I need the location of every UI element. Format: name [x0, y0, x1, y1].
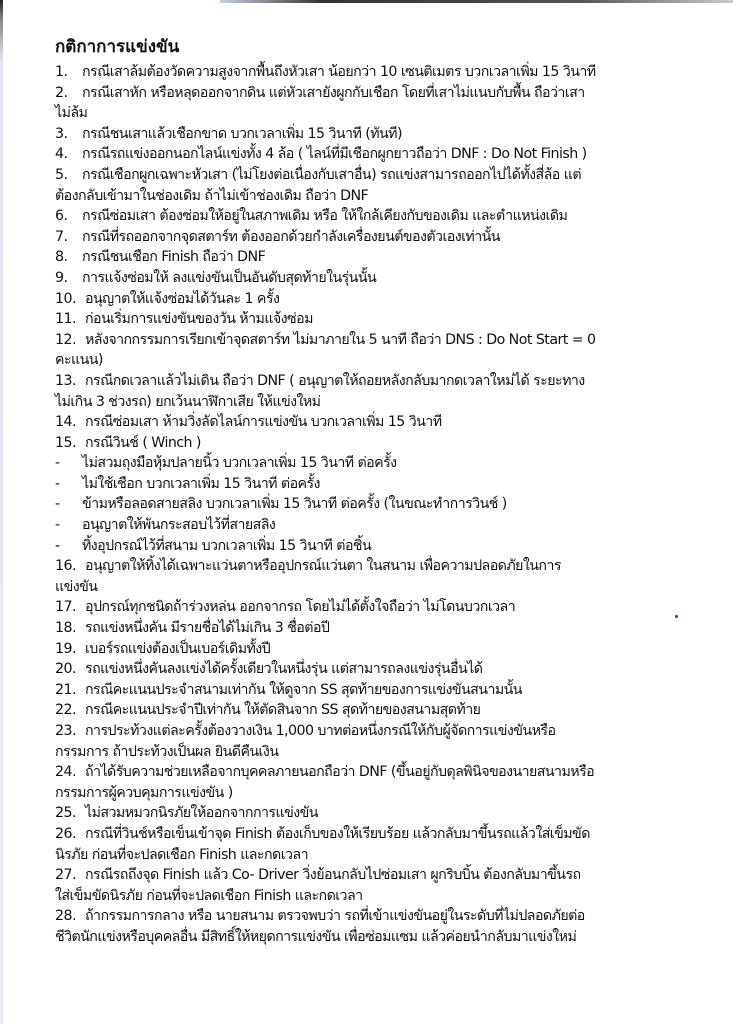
rule-number: 19. — [55, 640, 76, 657]
rule-number: 10. — [55, 290, 76, 307]
rule-text: กรณีซ่อมเสา ต้องซ่อมให้อยู่ในสภาพเดิม หรือ ให้ใกล้เคียงกับของเดิม และตำแหน่งเดิม — [82, 208, 568, 225]
bullet-dash: - — [55, 496, 60, 513]
rule-continuation — [55, 392, 720, 413]
rule-text: กรรมการ ถ้าประท้วงเป็นผล ยินดีคืนเงิน — [55, 743, 279, 760]
rule-number: 12. — [55, 331, 76, 348]
rule-item — [55, 721, 720, 742]
rule-text: เบอร์รถแข่งต้องเป็นเบอร์เดิมทั้งปี — [85, 640, 271, 657]
rule-text: ใส่เข็มขัดนิรภัย ก่อนที่จะปลดเชือก Finish และกดเวลา — [55, 887, 363, 904]
rule-number: 22. — [55, 702, 76, 719]
rule-item — [55, 371, 720, 392]
rule-text: กรณีวินช์ ( Winch ) — [85, 434, 201, 451]
rule-text: ต้องกลับเข้ามาในช่องเดิม ถ้าไม่เข้าช่องเดิม ถือว่า DNF — [55, 187, 369, 204]
rule-item — [55, 165, 720, 186]
rule-continuation — [55, 927, 720, 948]
rule-continuation — [55, 350, 720, 371]
rule-text: กรณีคะแนนประจำสนามเท่ากัน ให้ดูจาก SS สุดท้ายของการแข่งขันสนามนั้น — [85, 681, 522, 698]
rule-text: กรณีคะแนนประจำปีเท่ากัน ให้ตัดสินจาก SS สุดท้ายของสนามสุดท้าย — [85, 702, 481, 719]
rule-continuation — [55, 845, 720, 866]
rule-item — [55, 659, 720, 680]
rule-number: 14. — [55, 414, 76, 431]
rule-number: 23. — [55, 723, 76, 739]
rule-number: 5. — [55, 166, 68, 183]
rule-number: 6. — [55, 208, 68, 225]
rule-text: อนุญาตให้แจ้งซ่อมได้วันละ 1 ครั้ง — [85, 290, 280, 307]
rule-item — [55, 227, 720, 248]
rule-number: 26. — [55, 825, 76, 842]
rule-number: 1. — [55, 64, 68, 80]
rule-text: รถแข่งหนึ่งคันลงแข่งได้ครั้งเดียวในหนึ่งรุ่น แต่สามารถลงแข่งรุ่นอื่นได้ — [85, 661, 483, 678]
rule-text: อุปกรณ์ทุกชนิดถ้าร่วงหล่น ออกจากรถ โดยไม่ได้ตั้งใจถือว่า ไม่โดนบวกเวลา — [85, 599, 516, 616]
rule-text: หลังจากกรรมการเรียกเข้าจุดสตาร์ท ไม่มาภายใน 5 นาที ถือว่า DNS : Do Not Start = 0 — [85, 331, 596, 348]
rule-text: ถ้ากรรมการกลาง หรือ นายสนาม ตรวจพบว่า รถที่เข้าแข่งขันอยู่ในระดับที่ไม่ปลอดภัยต่อ — [85, 908, 585, 925]
rule-item — [55, 289, 720, 310]
rule-item — [55, 144, 720, 165]
rule-text: ไม่เกิน 3 ช่วงรถ) ยกเว้นนาฬิกาเสีย ให้แข่งใหม่ — [55, 393, 321, 410]
scan-left-edge — [0, 0, 3, 1024]
rules-list — [55, 62, 720, 948]
rule-text: การประท้วงแต่ละครั้งต้องวางเงิน 1,000 บาทต่อหนึ่งกรณีให้กับผู้จัดการแข่งขันหรือ — [85, 723, 556, 739]
rule-text: ข้ามหรือลอดสายสลิง บวกเวลาเพิ่ม 15 วินาที ต่อครั้ง (ในขณะทำการวินช์ ) — [82, 496, 507, 513]
rule-item — [55, 433, 720, 454]
rule-number: 8. — [55, 249, 68, 266]
rule-item — [55, 803, 720, 824]
rule-item — [55, 206, 720, 227]
rule-item — [55, 680, 720, 701]
rule-subitem — [55, 515, 720, 536]
rule-number: 3. — [55, 125, 68, 142]
rule-text: การแจ้งซ่อมให้ ลงแข่งขันเป็นอันดับสุดท้ายในรุ่นนั้น — [82, 269, 377, 286]
rule-number: 16. — [55, 558, 76, 575]
rule-item — [55, 906, 720, 927]
rule-item — [55, 639, 720, 660]
rule-item — [55, 865, 720, 886]
rule-continuation — [55, 577, 720, 598]
bullet-dash: - — [55, 537, 60, 554]
rule-subitem — [55, 536, 720, 557]
rule-number: 25. — [55, 805, 76, 822]
rule-text: กรณีซ่อมเสา ห้ามวิ่งลัดไลน์การแข่งขัน บวกเวลาเพิ่ม 15 วินาที — [85, 414, 442, 431]
rule-text: ไม่สวมหมวกนิรภัยให้ออกจากการแข่งขัน — [85, 805, 318, 822]
rule-text: คะแนน) — [55, 352, 103, 369]
rule-text: กรณีกดเวลาแล้วไม่เดิน ถือว่า DNF ( อนุญาตให้ถอยหลังกลับมากดเวลาใหม่ได้ ระยะทาง — [85, 372, 585, 389]
rule-item — [55, 268, 720, 289]
rule-text: ทิ้งอุปกรณ์ไว้ที่สนาม บวกเวลาเพิ่ม 15 วินาที ต่อชิ้น — [82, 537, 372, 554]
rule-number: 15. — [55, 434, 76, 451]
bullet-dash: - — [55, 517, 60, 534]
rule-text: แข่งขัน — [55, 578, 98, 595]
rule-item — [55, 618, 720, 639]
rule-text: กรณีเสาล้มต้องวัดความสูงจากพื้นถึงหัวเสา น้อยกว่า 10 เซนติเมตร บวกเวลาเพิ่ม 15 วินาที — [82, 64, 596, 80]
rule-number: 9. — [55, 269, 68, 286]
rule-continuation — [55, 103, 720, 124]
rule-text: กรณีรถแข่งออกนอกไลน์แข่งทั้ง 4 ล้อ ( ไลน์ที่มีเชือกผูกยาวถือว่า DNF : Do Not Finish ) — [82, 146, 587, 163]
rule-number: 20. — [55, 661, 76, 678]
rule-text: ไม่สวมถุงมือหุ้มปลายนิ้ว บวกเวลาเพิ่ม 15 วินาที ต่อครั้ง — [82, 455, 397, 472]
rule-item — [55, 83, 720, 104]
rule-item — [55, 762, 720, 783]
rule-number: 27. — [55, 867, 76, 884]
bullet-dash: - — [55, 475, 60, 492]
rule-text: นิรภัย ก่อนที่จะปลดเชือก Finish และกดเวลา — [55, 846, 308, 863]
rule-continuation — [55, 886, 720, 907]
rule-number: 7. — [55, 228, 68, 245]
rule-number: 18. — [55, 620, 76, 637]
rule-text: ไม่ล้ม — [55, 105, 88, 122]
rule-text: รถแข่งหนึ่งคัน มีรายชื่อได้ไม่เกิน 3 ชื่อต่อปี — [85, 620, 330, 637]
rule-text: กรณีเสาหัก หรือหลุดออกจากดิน แต่หัวเสายังผูกกับเชือก โดยที่เสาไม่แนบกับพื้น ถือว่าเสา — [82, 84, 585, 101]
bullet-dash: - — [55, 455, 60, 472]
rule-item — [55, 309, 720, 330]
rule-number: 24. — [55, 764, 76, 781]
rule-subitem — [55, 494, 720, 515]
rule-text: ถ้าได้รับความช่วยเหลือจากบุคคลภายนอกถือว่า DNF (ขึ้นอยู่กับดุลพินิจของนายสนามหรือ — [85, 764, 595, 781]
rule-text: ไม่ใช้เชือก บวกเวลาเพิ่ม 15 วินาที ต่อครั้ง — [82, 475, 320, 492]
rule-text: กรณีที่วินช์หรือเข็นเข้าจุด Finish ต้องเก็บของให้เรียบร้อย แล้วกลับมาขึ้นรถแล้วใส่เข็มขัด — [85, 825, 590, 842]
rules-document — [55, 34, 720, 948]
rule-continuation — [55, 783, 720, 804]
rule-number: 28. — [55, 908, 76, 925]
rule-number: 17. — [55, 599, 76, 616]
rule-text: อนุญาตให้ทิ้งได้เฉพาะแว่นตาหรืออุปกรณ์แว่นตา ในสนาม เพื่อความปลอดภัยในการ — [85, 558, 561, 575]
rule-text: อนุญาตให้พันกระสอบไว้ที่สายสลิง — [82, 517, 276, 534]
rule-text: กรณีที่รถออกจากจุดสตาร์ท ต้องออกด้วยกำลังเครื่องยนต์ของตัวเองเท่านั้น — [82, 228, 500, 245]
rule-item — [55, 824, 720, 845]
rule-item — [55, 62, 720, 83]
rule-text: กรณีรถถึงจุด Finish แล้ว Co- Driver วิ่งย้อนกลับไปซ่อมเสา ผูกริบบิ้น ต้องกลับมาขึ้นรถ — [85, 867, 581, 884]
rule-item — [55, 700, 720, 721]
rule-subitem — [55, 474, 720, 495]
rule-item — [55, 556, 720, 577]
rule-number: 11. — [55, 311, 76, 328]
rule-text: กรรมการผู้ควบคุมการแข่งขัน ) — [55, 784, 233, 801]
rule-number: 2. — [55, 84, 68, 101]
rule-item — [55, 330, 720, 351]
rule-item — [55, 597, 720, 618]
rule-text: กรณีเชือกผูกเฉพาะหัวเสา (ไม่โยงต่อเนื่องกับเสาอื่น) รถแข่งสามารถออกไปได้ทั้งสี่ล้อ แต่ — [82, 166, 581, 183]
rule-number: 4. — [55, 146, 68, 163]
rule-text: กรณีชนเชือก Finish ถือว่า DNF — [82, 249, 266, 266]
document-title: กติกาการแข่งขัน — [55, 37, 180, 57]
rule-item — [55, 412, 720, 433]
rule-item — [55, 124, 720, 145]
scan-top-edge — [220, 0, 733, 3]
rule-number: 21. — [55, 681, 76, 698]
rule-text: ชีวิตนักแข่งหรือบุคคลอื่น มีสิทธิ์ให้หยุดการแข่งขัน เพื่อซ่อมแซม แล้วค่อยนำกลับมาแข่งใหม่ — [55, 928, 577, 945]
rule-continuation — [55, 186, 720, 207]
rule-continuation — [55, 742, 720, 763]
rule-subitem — [55, 453, 720, 474]
rule-text: ก่อนเริ่มการแข่งขันของวัน ห้ามแจ้งซ่อม — [85, 311, 313, 328]
rule-text: กรณีชนเสาแล้วเชือกขาด บวกเวลาเพิ่ม 15 วินาที (ทันที) — [82, 125, 402, 142]
rule-item — [55, 247, 720, 268]
rule-number: 13. — [55, 372, 76, 389]
